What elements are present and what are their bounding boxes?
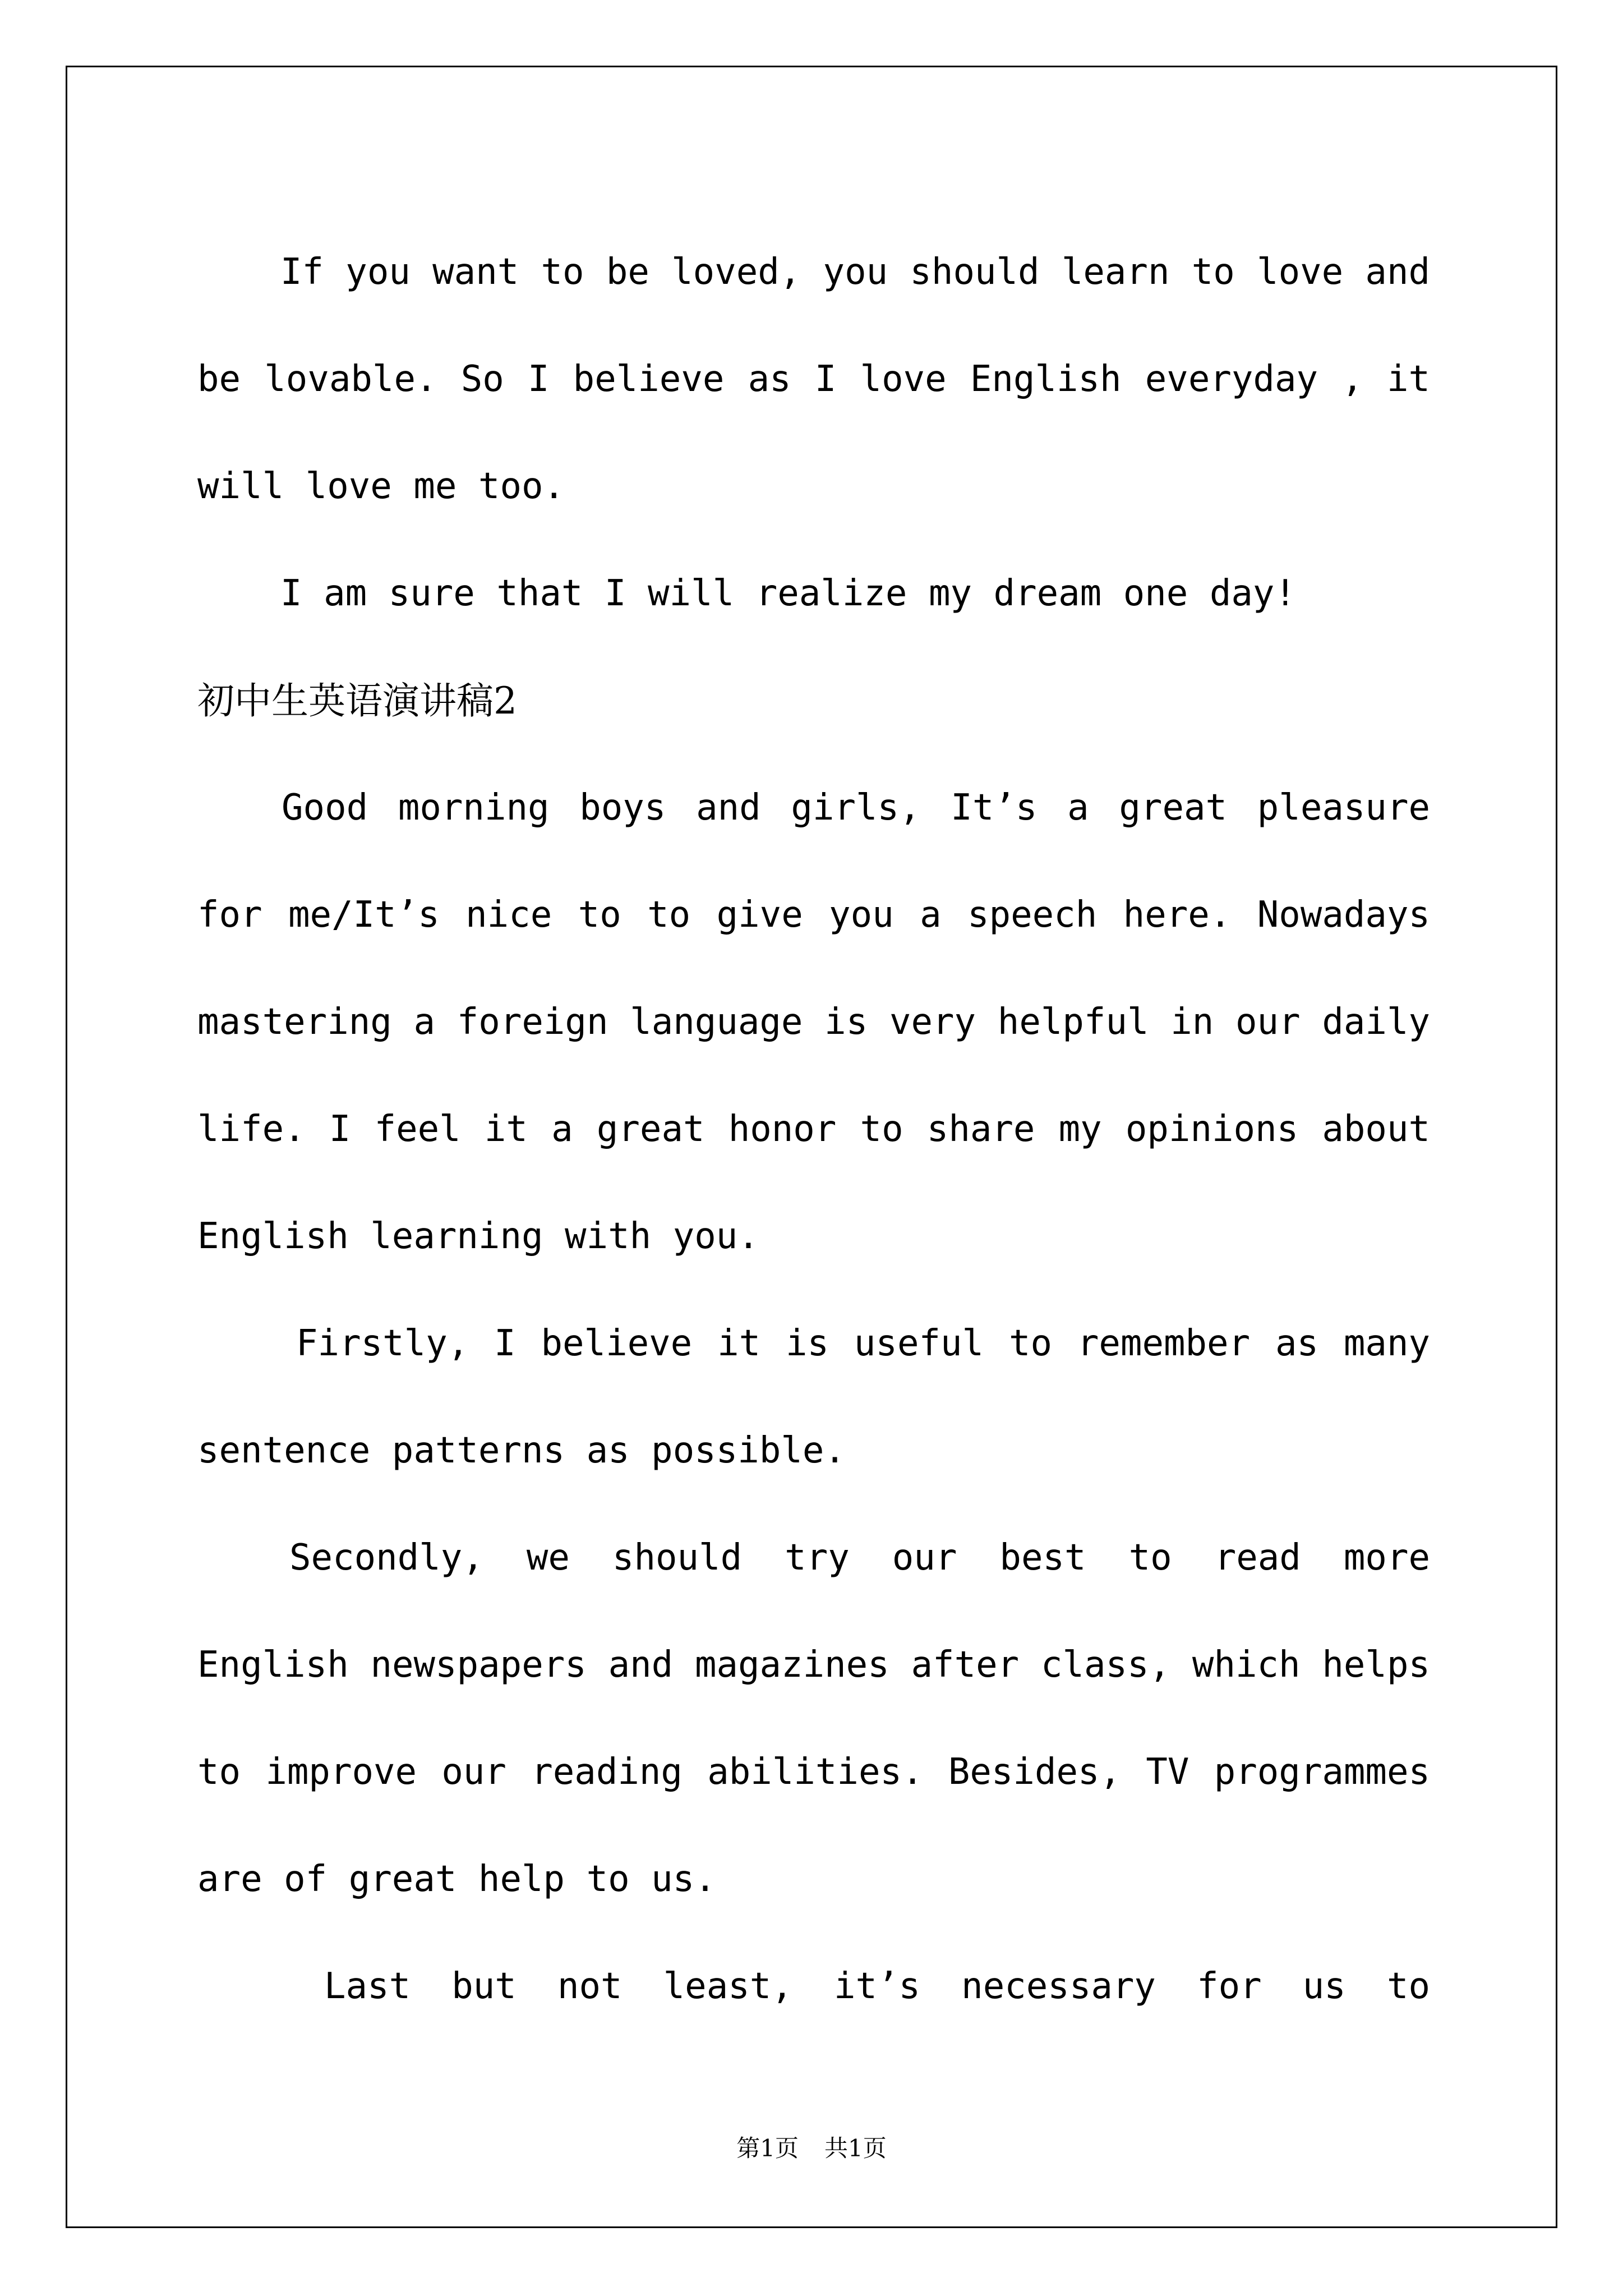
document-body [197,219,1430,2040]
paragraph-dream: I am sure that I will realize my dream one day! [280,573,1296,614]
section-heading: 初中生英语演讲稿2 [197,679,517,723]
paragraph-greeting: Good morning boys and girls, It’s a great pleasure for me/It’s nice to to give you a speech here. Nowadays mastering a foreign language is very helpful in our daily life. I feel it a great honor to share my opinions about English learning with you. [197,787,1430,1257]
paragraph-last: Last but not least, it’s necessary for us to [324,1966,1430,2007]
paragraph-secondly: Secondly, we should try our best to read more English newspapers and magazines after class, which helps to improve our reading abilities. Besides, TV programmes are of great help to us. [197,1537,1430,1900]
page-number: 第1页 [736,2134,799,2162]
page-total: 共1页 [824,2134,887,2162]
paragraph-love: If you want to be loved, you should learn to love and be lovable. So I believe as I love English everyday , it will love me too. [197,251,1430,507]
page-footer [0,2132,1623,2165]
paragraph-firstly: Firstly, I believe it is useful to remember as many sentence patterns as possible. [197,1323,1430,1471]
